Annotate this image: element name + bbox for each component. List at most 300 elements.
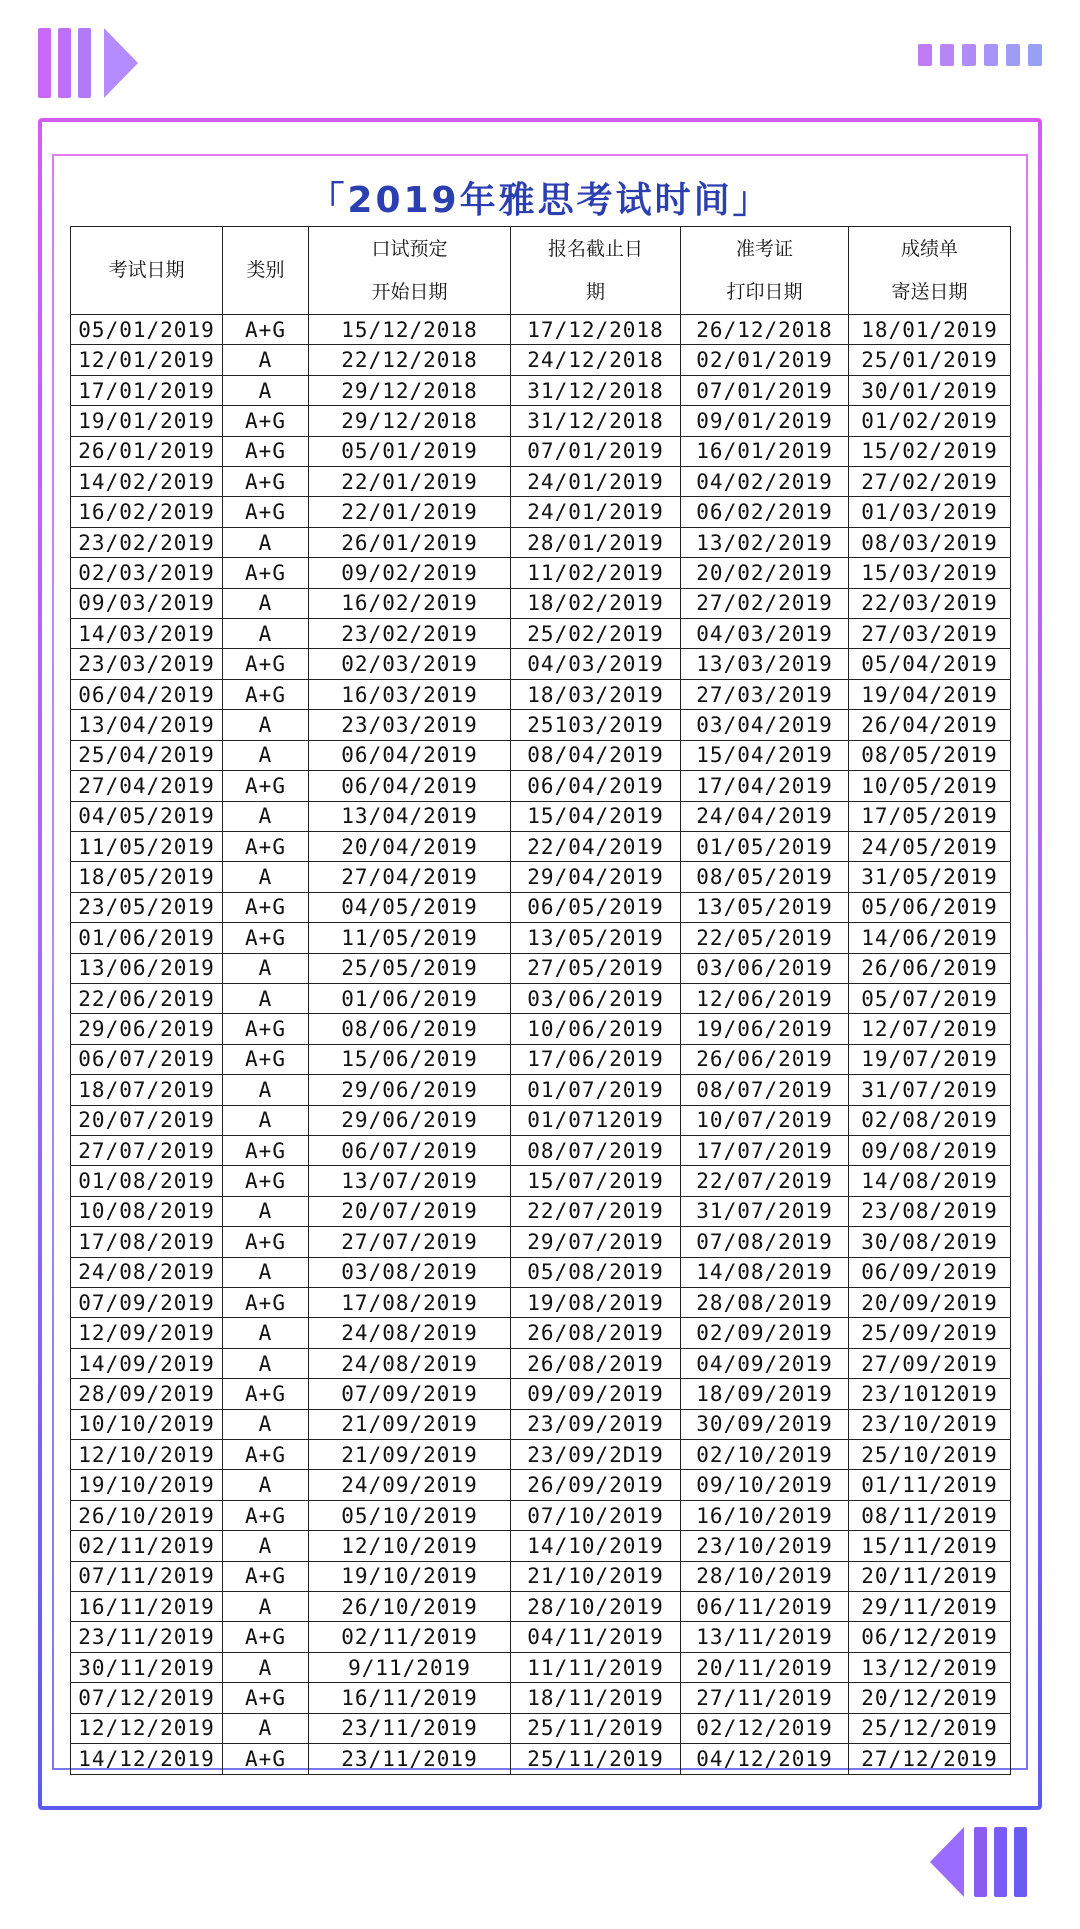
arrow-right-icon bbox=[104, 28, 138, 98]
registration-deadline-cell: 04/11/2019 bbox=[511, 1622, 681, 1652]
category-cell: A+G bbox=[223, 1561, 309, 1591]
ticket-print-cell: 23/10/2019 bbox=[681, 1531, 849, 1561]
registration-deadline-cell: 15/04/2019 bbox=[511, 801, 681, 831]
table-row bbox=[71, 1713, 1011, 1743]
speaking-start-cell: 29/06/2019 bbox=[309, 1075, 511, 1105]
ticket-print-cell: 04/09/2019 bbox=[681, 1348, 849, 1378]
category-cell: A bbox=[223, 345, 309, 375]
ticket-print-cell: 14/08/2019 bbox=[681, 1257, 849, 1287]
score-send-cell: 30/01/2019 bbox=[849, 375, 1011, 405]
category-cell: A bbox=[223, 1257, 309, 1287]
ticket-print-cell: 09/01/2019 bbox=[681, 406, 849, 436]
category-cell: A bbox=[223, 1409, 309, 1439]
exam-date-cell: 23/11/2019 bbox=[71, 1622, 223, 1652]
speaking-start-cell: 13/07/2019 bbox=[309, 1166, 511, 1196]
ticket-print-cell: 16/10/2019 bbox=[681, 1500, 849, 1530]
score-send-cell: 01/02/2019 bbox=[849, 406, 1011, 436]
speaking-start-cell: 02/11/2019 bbox=[309, 1622, 511, 1652]
table-row bbox=[71, 1592, 1011, 1622]
category-cell: A+G bbox=[223, 1500, 309, 1530]
ticket-print-cell: 20/02/2019 bbox=[681, 558, 849, 588]
exam-date-cell: 10/08/2019 bbox=[71, 1196, 223, 1226]
speaking-start-cell: 06/04/2019 bbox=[309, 771, 511, 801]
exam-date-cell: 26/01/2019 bbox=[71, 436, 223, 466]
registration-deadline-cell: 11/11/2019 bbox=[511, 1652, 681, 1682]
table-row bbox=[71, 710, 1011, 740]
exam-date-cell: 23/03/2019 bbox=[71, 649, 223, 679]
category-cell: A bbox=[223, 801, 309, 831]
registration-deadline-cell: 01/07/2019 bbox=[511, 1075, 681, 1105]
category-cell: A+G bbox=[223, 1014, 309, 1044]
exam-date-cell: 04/05/2019 bbox=[71, 801, 223, 831]
table-row bbox=[71, 1622, 1011, 1652]
category-cell: A+G bbox=[223, 406, 309, 436]
score-send-cell: 26/06/2019 bbox=[849, 953, 1011, 983]
speaking-start-cell: 06/04/2019 bbox=[309, 740, 511, 770]
speaking-start-cell: 9/11/2019 bbox=[309, 1652, 511, 1682]
speaking-start-cell: 27/07/2019 bbox=[309, 1227, 511, 1257]
speaking-start-cell: 05/10/2019 bbox=[309, 1500, 511, 1530]
header-line: 考试日期 bbox=[108, 259, 185, 281]
exam-date-cell: 12/01/2019 bbox=[71, 345, 223, 375]
registration-deadline-cell: 08/07/2019 bbox=[511, 1135, 681, 1165]
category-cell: A bbox=[223, 740, 309, 770]
score-send-cell: 08/11/2019 bbox=[849, 1500, 1011, 1530]
speaking-start-cell: 21/09/2019 bbox=[309, 1440, 511, 1470]
speaking-start-cell: 20/07/2019 bbox=[309, 1196, 511, 1226]
score-send-cell: 19/04/2019 bbox=[849, 679, 1011, 709]
category-cell: A bbox=[223, 588, 309, 618]
registration-deadline-cell: 06/04/2019 bbox=[511, 771, 681, 801]
exam-date-cell: 18/07/2019 bbox=[71, 1075, 223, 1105]
exam-date-cell: 23/02/2019 bbox=[71, 527, 223, 557]
header-line: 期 bbox=[585, 280, 605, 303]
registration-deadline-cell: 01/0712019 bbox=[511, 1105, 681, 1135]
speaking-start-cell: 20/04/2019 bbox=[309, 831, 511, 861]
exam-date-cell: 18/05/2019 bbox=[71, 862, 223, 892]
table-row bbox=[71, 831, 1011, 861]
exam-date-cell: 29/06/2019 bbox=[71, 1014, 223, 1044]
exam-date-cell: 14/03/2019 bbox=[71, 619, 223, 649]
registration-deadline-cell: 07/10/2019 bbox=[511, 1500, 681, 1530]
speaking-start-cell: 27/04/2019 bbox=[309, 862, 511, 892]
speaking-start-cell: 26/10/2019 bbox=[309, 1592, 511, 1622]
table-row bbox=[71, 679, 1011, 709]
registration-deadline-cell: 25/11/2019 bbox=[511, 1744, 681, 1774]
exam-date-cell: 12/10/2019 bbox=[71, 1440, 223, 1470]
exam-date-cell: 01/06/2019 bbox=[71, 923, 223, 953]
score-send-cell: 13/12/2019 bbox=[849, 1652, 1011, 1682]
ticket-print-cell: 13/02/2019 bbox=[681, 527, 849, 557]
score-send-cell: 25/10/2019 bbox=[849, 1440, 1011, 1470]
score-send-cell: 23/08/2019 bbox=[849, 1196, 1011, 1226]
score-send-cell: 25/09/2019 bbox=[849, 1318, 1011, 1348]
category-cell: A+G bbox=[223, 649, 309, 679]
table-row bbox=[71, 345, 1011, 375]
registration-deadline-cell: 29/04/2019 bbox=[511, 862, 681, 892]
speaking-start-cell: 06/07/2019 bbox=[309, 1135, 511, 1165]
speaking-start-cell: 09/02/2019 bbox=[309, 558, 511, 588]
registration-deadline-cell: 26/09/2019 bbox=[511, 1470, 681, 1500]
table-row bbox=[71, 1318, 1011, 1348]
exam-date-cell: 22/06/2019 bbox=[71, 983, 223, 1013]
registration-deadline-cell: 18/03/2019 bbox=[511, 679, 681, 709]
category-cell: A+G bbox=[223, 1227, 309, 1257]
table-row bbox=[71, 953, 1011, 983]
speaking-start-cell: 23/11/2019 bbox=[309, 1713, 511, 1743]
score-send-cell: 15/02/2019 bbox=[849, 436, 1011, 466]
table-row bbox=[71, 740, 1011, 770]
ticket-print-cell: 09/10/2019 bbox=[681, 1470, 849, 1500]
ticket-print-cell: 31/07/2019 bbox=[681, 1196, 849, 1226]
speaking-start-cell: 21/09/2019 bbox=[309, 1409, 511, 1439]
speaking-start-cell: 23/11/2019 bbox=[309, 1744, 511, 1774]
table-row bbox=[71, 1500, 1011, 1530]
category-cell: A bbox=[223, 1592, 309, 1622]
header-line: 类别 bbox=[246, 259, 285, 281]
exam-date-cell: 09/03/2019 bbox=[71, 588, 223, 618]
ticket-print-cell: 08/05/2019 bbox=[681, 862, 849, 892]
category-cell: A bbox=[223, 1470, 309, 1500]
speaking-start-cell: 22/12/2018 bbox=[309, 345, 511, 375]
table-row bbox=[71, 1470, 1011, 1500]
registration-deadline-cell: 22/04/2019 bbox=[511, 831, 681, 861]
exam-date-cell: 30/11/2019 bbox=[71, 1652, 223, 1682]
score-send-cell: 08/05/2019 bbox=[849, 740, 1011, 770]
registration-deadline-cell: 03/06/2019 bbox=[511, 983, 681, 1013]
ticket-print-cell: 27/03/2019 bbox=[681, 679, 849, 709]
exam-date-cell: 13/06/2019 bbox=[71, 953, 223, 983]
speaking-start-cell: 04/05/2019 bbox=[309, 892, 511, 922]
exam-date-cell: 23/05/2019 bbox=[71, 892, 223, 922]
ticket-print-cell: 24/04/2019 bbox=[681, 801, 849, 831]
category-cell: A bbox=[223, 983, 309, 1013]
score-send-cell: 24/05/2019 bbox=[849, 831, 1011, 861]
ticket-print-cell: 02/10/2019 bbox=[681, 1440, 849, 1470]
category-cell: A+G bbox=[223, 497, 309, 527]
header-line: 开始日期 bbox=[371, 280, 448, 303]
score-send-cell: 05/07/2019 bbox=[849, 983, 1011, 1013]
speaking-start-cell: 17/08/2019 bbox=[309, 1288, 511, 1318]
registration-deadline-cell: 26/08/2019 bbox=[511, 1348, 681, 1378]
registration-deadline-cell: 21/10/2019 bbox=[511, 1561, 681, 1591]
ticket-print-cell: 07/08/2019 bbox=[681, 1227, 849, 1257]
score-send-cell: 18/01/2019 bbox=[849, 315, 1011, 345]
ticket-print-cell: 06/02/2019 bbox=[681, 497, 849, 527]
registration-deadline-cell: 08/04/2019 bbox=[511, 740, 681, 770]
category-cell: A+G bbox=[223, 1683, 309, 1713]
ticket-print-cell: 07/01/2019 bbox=[681, 375, 849, 405]
score-send-cell: 25/12/2019 bbox=[849, 1713, 1011, 1743]
ticket-print-cell: 03/06/2019 bbox=[681, 953, 849, 983]
score-send-cell: 05/04/2019 bbox=[849, 649, 1011, 679]
ticket-print-cell: 06/11/2019 bbox=[681, 1592, 849, 1622]
registration-deadline-cell: 17/12/2018 bbox=[511, 315, 681, 345]
registration-deadline-cell: 11/02/2019 bbox=[511, 558, 681, 588]
table-row bbox=[71, 1348, 1011, 1378]
score-send-cell: 08/03/2019 bbox=[849, 527, 1011, 557]
registration-deadline-cell: 19/08/2019 bbox=[511, 1288, 681, 1318]
speaking-start-cell: 07/09/2019 bbox=[309, 1379, 511, 1409]
speaking-start-cell: 24/09/2019 bbox=[309, 1470, 511, 1500]
registration-deadline-cell: 13/05/2019 bbox=[511, 923, 681, 953]
score-send-cell: 06/12/2019 bbox=[849, 1622, 1011, 1652]
ticket-print-cell: 30/09/2019 bbox=[681, 1409, 849, 1439]
score-send-cell: 14/06/2019 bbox=[849, 923, 1011, 953]
category-cell: A+G bbox=[223, 771, 309, 801]
category-cell: A+G bbox=[223, 1744, 309, 1774]
table-row bbox=[71, 406, 1011, 436]
exam-date-cell: 11/05/2019 bbox=[71, 831, 223, 861]
ticket-print-cell: 19/06/2019 bbox=[681, 1014, 849, 1044]
category-cell: A+G bbox=[223, 558, 309, 588]
registration-deadline-cell: 18/11/2019 bbox=[511, 1683, 681, 1713]
corner-decoration-top-left bbox=[38, 28, 138, 98]
ticket-print-cell: 28/10/2019 bbox=[681, 1561, 849, 1591]
registration-deadline-cell: 22/07/2019 bbox=[511, 1196, 681, 1226]
category-cell: A+G bbox=[223, 1379, 309, 1409]
ticket-print-cell: 27/11/2019 bbox=[681, 1683, 849, 1713]
category-cell: A+G bbox=[223, 892, 309, 922]
table-row bbox=[71, 315, 1011, 345]
category-cell: A+G bbox=[223, 923, 309, 953]
score-send-cell: 23/1012019 bbox=[849, 1379, 1011, 1409]
table-row bbox=[71, 1379, 1011, 1409]
registration-deadline-cell: 31/12/2018 bbox=[511, 375, 681, 405]
score-send-cell: 23/10/2019 bbox=[849, 1409, 1011, 1439]
category-cell: A bbox=[223, 1318, 309, 1348]
exam-date-cell: 05/01/2019 bbox=[71, 315, 223, 345]
speaking-start-cell: 01/06/2019 bbox=[309, 983, 511, 1013]
speaking-start-cell: 11/05/2019 bbox=[309, 923, 511, 953]
score-send-cell: 15/03/2019 bbox=[849, 558, 1011, 588]
exam-date-cell: 26/10/2019 bbox=[71, 1500, 223, 1530]
speaking-start-cell: 15/12/2018 bbox=[309, 315, 511, 345]
ticket-print-cell: 22/05/2019 bbox=[681, 923, 849, 953]
score-send-cell: 05/06/2019 bbox=[849, 892, 1011, 922]
table-row bbox=[71, 436, 1011, 466]
ticket-print-cell: 13/11/2019 bbox=[681, 1622, 849, 1652]
table-row bbox=[71, 1531, 1011, 1561]
ticket-print-cell: 04/12/2019 bbox=[681, 1744, 849, 1774]
score-send-cell: 31/07/2019 bbox=[849, 1075, 1011, 1105]
table-row bbox=[71, 923, 1011, 953]
speaking-start-cell: 29/12/2018 bbox=[309, 406, 511, 436]
ticket-print-cell: 16/01/2019 bbox=[681, 436, 849, 466]
table-row bbox=[71, 588, 1011, 618]
speaking-start-cell: 23/03/2019 bbox=[309, 710, 511, 740]
table-row bbox=[71, 527, 1011, 557]
speaking-start-cell: 29/12/2018 bbox=[309, 375, 511, 405]
category-cell: A+G bbox=[223, 679, 309, 709]
ticket-print-cell: 04/03/2019 bbox=[681, 619, 849, 649]
header-admission-ticket-print bbox=[681, 227, 849, 315]
header-line: 口试预定 bbox=[371, 237, 448, 260]
exam-date-cell: 27/04/2019 bbox=[71, 771, 223, 801]
ticket-print-cell: 17/04/2019 bbox=[681, 771, 849, 801]
category-cell: A bbox=[223, 1652, 309, 1682]
table-row bbox=[71, 1196, 1011, 1226]
ticket-print-cell: 10/07/2019 bbox=[681, 1105, 849, 1135]
category-cell: A bbox=[223, 1075, 309, 1105]
exam-date-cell: 07/11/2019 bbox=[71, 1561, 223, 1591]
exam-date-cell: 19/01/2019 bbox=[71, 406, 223, 436]
ticket-print-cell: 13/03/2019 bbox=[681, 649, 849, 679]
table-row bbox=[71, 619, 1011, 649]
category-cell: A bbox=[223, 527, 309, 557]
registration-deadline-cell: 28/10/2019 bbox=[511, 1592, 681, 1622]
table-row bbox=[71, 1014, 1011, 1044]
header-registration-deadline bbox=[511, 227, 681, 315]
speaking-start-cell: 19/10/2019 bbox=[309, 1561, 511, 1591]
category-cell: A+G bbox=[223, 315, 309, 345]
registration-deadline-cell: 31/12/2018 bbox=[511, 406, 681, 436]
speaking-start-cell: 24/08/2019 bbox=[309, 1318, 511, 1348]
table-row bbox=[71, 1075, 1011, 1105]
registration-deadline-cell: 07/01/2019 bbox=[511, 436, 681, 466]
ticket-print-cell: 27/02/2019 bbox=[681, 588, 849, 618]
table-row bbox=[71, 467, 1011, 497]
registration-deadline-cell: 10/06/2019 bbox=[511, 1014, 681, 1044]
table-row bbox=[71, 862, 1011, 892]
category-cell: A+G bbox=[223, 1044, 309, 1074]
ticket-print-cell: 01/05/2019 bbox=[681, 831, 849, 861]
header-exam-date bbox=[71, 227, 223, 315]
category-cell: A bbox=[223, 1713, 309, 1743]
registration-deadline-cell: 17/06/2019 bbox=[511, 1044, 681, 1074]
score-send-cell: 15/11/2019 bbox=[849, 1531, 1011, 1561]
registration-deadline-cell: 23/09/2019 bbox=[511, 1409, 681, 1439]
category-cell: A+G bbox=[223, 1166, 309, 1196]
speaking-start-cell: 23/02/2019 bbox=[309, 619, 511, 649]
speaking-start-cell: 25/05/2019 bbox=[309, 953, 511, 983]
category-cell: A bbox=[223, 1531, 309, 1561]
registration-deadline-cell: 29/07/2019 bbox=[511, 1227, 681, 1257]
category-cell: A bbox=[223, 1196, 309, 1226]
score-send-cell: 01/11/2019 bbox=[849, 1470, 1011, 1500]
ticket-print-cell: 03/04/2019 bbox=[681, 710, 849, 740]
corner-decoration-top-right bbox=[918, 44, 1042, 66]
speaking-start-cell: 16/03/2019 bbox=[309, 679, 511, 709]
registration-deadline-cell: 09/09/2019 bbox=[511, 1379, 681, 1409]
table-row bbox=[71, 558, 1011, 588]
score-send-cell: 10/05/2019 bbox=[849, 771, 1011, 801]
header-line: 报名截止日 bbox=[547, 237, 643, 260]
speaking-start-cell: 29/06/2019 bbox=[309, 1105, 511, 1135]
score-send-cell: 06/09/2019 bbox=[849, 1257, 1011, 1287]
registration-deadline-cell: 04/03/2019 bbox=[511, 649, 681, 679]
exam-date-cell: 28/09/2019 bbox=[71, 1379, 223, 1409]
score-send-cell: 30/08/2019 bbox=[849, 1227, 1011, 1257]
header-line: 成绩单 bbox=[900, 237, 958, 260]
table-row bbox=[71, 1744, 1011, 1774]
registration-deadline-cell: 06/05/2019 bbox=[511, 892, 681, 922]
category-cell: A bbox=[223, 953, 309, 983]
table-row bbox=[71, 1166, 1011, 1196]
table-row bbox=[71, 1227, 1011, 1257]
category-cell: A bbox=[223, 862, 309, 892]
speaking-start-cell: 16/11/2019 bbox=[309, 1683, 511, 1713]
registration-deadline-cell: 05/08/2019 bbox=[511, 1257, 681, 1287]
table-row bbox=[71, 649, 1011, 679]
table-row bbox=[71, 375, 1011, 405]
table-row bbox=[71, 1044, 1011, 1074]
score-send-cell: 31/05/2019 bbox=[849, 862, 1011, 892]
score-send-cell: 29/11/2019 bbox=[849, 1592, 1011, 1622]
exam-date-cell: 12/09/2019 bbox=[71, 1318, 223, 1348]
speaking-start-cell: 02/03/2019 bbox=[309, 649, 511, 679]
exam-date-cell: 24/08/2019 bbox=[71, 1257, 223, 1287]
table-row bbox=[71, 801, 1011, 831]
score-send-cell: 27/02/2019 bbox=[849, 467, 1011, 497]
exam-date-cell: 02/11/2019 bbox=[71, 1531, 223, 1561]
ticket-print-cell: 04/02/2019 bbox=[681, 467, 849, 497]
exam-date-cell: 14/12/2019 bbox=[71, 1744, 223, 1774]
category-cell: A+G bbox=[223, 1622, 309, 1652]
exam-date-cell: 16/11/2019 bbox=[71, 1592, 223, 1622]
score-send-cell: 25/01/2019 bbox=[849, 345, 1011, 375]
ticket-print-cell: 15/04/2019 bbox=[681, 740, 849, 770]
registration-deadline-cell: 24/01/2019 bbox=[511, 467, 681, 497]
ticket-print-cell: 08/07/2019 bbox=[681, 1075, 849, 1105]
category-cell: A+G bbox=[223, 1135, 309, 1165]
exam-date-cell: 06/04/2019 bbox=[71, 679, 223, 709]
category-cell: A bbox=[223, 619, 309, 649]
ticket-print-cell: 13/05/2019 bbox=[681, 892, 849, 922]
score-send-cell: 09/08/2019 bbox=[849, 1135, 1011, 1165]
registration-deadline-cell: 27/05/2019 bbox=[511, 953, 681, 983]
exam-date-cell: 07/12/2019 bbox=[71, 1683, 223, 1713]
speaking-start-cell: 16/02/2019 bbox=[309, 588, 511, 618]
ticket-print-cell: 22/07/2019 bbox=[681, 1166, 849, 1196]
ticket-print-cell: 26/12/2018 bbox=[681, 315, 849, 345]
exam-date-cell: 27/07/2019 bbox=[71, 1135, 223, 1165]
ticket-print-cell: 02/09/2019 bbox=[681, 1318, 849, 1348]
ticket-print-cell: 26/06/2019 bbox=[681, 1044, 849, 1074]
score-send-cell: 01/03/2019 bbox=[849, 497, 1011, 527]
registration-deadline-cell: 15/07/2019 bbox=[511, 1166, 681, 1196]
page-title: 「2019年雅思考试时间」 bbox=[308, 180, 772, 221]
table-row bbox=[71, 497, 1011, 527]
exam-date-cell: 12/12/2019 bbox=[71, 1713, 223, 1743]
exam-date-cell: 20/07/2019 bbox=[71, 1105, 223, 1135]
registration-deadline-cell: 23/09/2D19 bbox=[511, 1440, 681, 1470]
score-send-cell: 02/08/2019 bbox=[849, 1105, 1011, 1135]
score-send-cell: 20/09/2019 bbox=[849, 1288, 1011, 1318]
exam-date-cell: 10/10/2019 bbox=[71, 1409, 223, 1439]
table-row bbox=[71, 771, 1011, 801]
table-row bbox=[71, 983, 1011, 1013]
exam-date-cell: 02/03/2019 bbox=[71, 558, 223, 588]
table-row bbox=[71, 1409, 1011, 1439]
table-row bbox=[71, 1561, 1011, 1591]
score-send-cell: 14/08/2019 bbox=[849, 1166, 1011, 1196]
exam-date-cell: 13/04/2019 bbox=[71, 710, 223, 740]
category-cell: A bbox=[223, 375, 309, 405]
exam-date-cell: 14/09/2019 bbox=[71, 1348, 223, 1378]
ticket-print-cell: 18/09/2019 bbox=[681, 1379, 849, 1409]
registration-deadline-cell: 24/01/2019 bbox=[511, 497, 681, 527]
table-row bbox=[71, 892, 1011, 922]
score-send-cell: 12/07/2019 bbox=[849, 1014, 1011, 1044]
exam-schedule-table bbox=[70, 226, 1011, 1775]
ticket-print-cell: 28/08/2019 bbox=[681, 1288, 849, 1318]
registration-deadline-cell: 25103/2019 bbox=[511, 710, 681, 740]
header-speaking-start bbox=[309, 227, 511, 315]
score-send-cell: 27/09/2019 bbox=[849, 1348, 1011, 1378]
exam-date-cell: 14/02/2019 bbox=[71, 467, 223, 497]
score-send-cell: 20/11/2019 bbox=[849, 1561, 1011, 1591]
